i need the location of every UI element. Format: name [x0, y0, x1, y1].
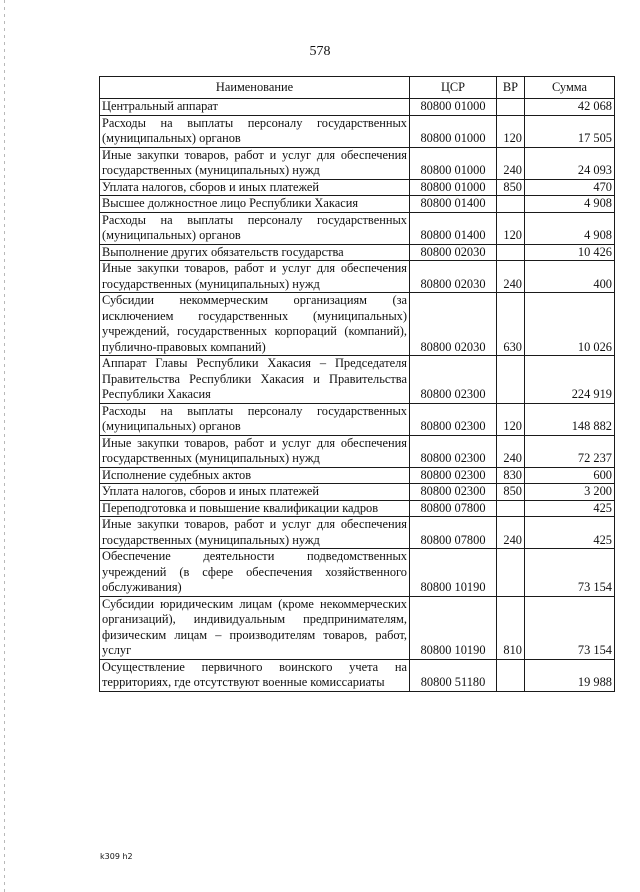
row-vr-cell: 830	[497, 467, 525, 484]
row-name-cell: Иные закупки товаров, работ и услуг для обеспечения государственных (муниципальных) нужд	[100, 517, 410, 549]
row-sum-cell: 10 026	[525, 293, 615, 356]
row-sum-cell: 42 068	[525, 99, 615, 116]
table-row	[100, 484, 615, 501]
table-row	[100, 261, 615, 293]
row-vr-cell: 850	[497, 484, 525, 501]
row-name-cell: Иные закупки товаров, работ и услуг для обеспечения государственных (муниципальных) нужд	[100, 261, 410, 293]
row-csr-cell: 80800 02030	[410, 293, 497, 356]
table-row	[100, 293, 615, 356]
row-vr-cell	[497, 659, 525, 691]
table-row	[100, 435, 615, 467]
row-sum-cell: 17 505	[525, 115, 615, 147]
row-vr-cell	[497, 500, 525, 517]
row-sum-cell: 24 093	[525, 147, 615, 179]
row-csr-cell: 80800 02030	[410, 244, 497, 261]
row-csr-cell: 80800 01400	[410, 212, 497, 244]
row-name-cell: Уплата налогов, сборов и иных платежей	[100, 484, 410, 501]
row-vr-cell	[497, 549, 525, 597]
row-sum-cell: 3 200	[525, 484, 615, 501]
row-name-cell: Иные закупки товаров, работ и услуг для обеспечения государственных (муниципальных) нужд	[100, 147, 410, 179]
table-row	[100, 549, 615, 597]
row-csr-cell: 80800 02030	[410, 261, 497, 293]
row-sum-cell: 425	[525, 517, 615, 549]
row-name-cell: Высшее должностное лицо Республики Хакасия	[100, 196, 410, 213]
row-vr-cell	[497, 356, 525, 404]
table-row	[100, 212, 615, 244]
row-sum-cell: 148 882	[525, 403, 615, 435]
table-row	[100, 403, 615, 435]
row-name-cell: Расходы на выплаты персоналу государственных (муниципальных) органов	[100, 115, 410, 147]
table-row	[100, 244, 615, 261]
row-name-cell: Расходы на выплаты персоналу государственных (муниципальных) органов	[100, 403, 410, 435]
row-vr-cell: 630	[497, 293, 525, 356]
row-name-cell: Субсидии юридическим лицам (кроме некоммерческих организаций), индивидуальным предпринимателям, физическим лицам – производителям товаров, работ, услуг	[100, 596, 410, 659]
table-row	[100, 115, 615, 147]
row-name-cell: Исполнение судебных актов	[100, 467, 410, 484]
row-csr-cell: 80800 01000	[410, 179, 497, 196]
row-name-cell: Выполнение других обязательств государства	[100, 244, 410, 261]
row-csr-cell: 80800 51180	[410, 659, 497, 691]
table-row	[100, 517, 615, 549]
row-name-cell: Обеспечение деятельности подведомственных учреждений (в сфере обеспечения хозяйственного обслуживания)	[100, 549, 410, 597]
row-sum-cell: 10 426	[525, 244, 615, 261]
row-csr-cell: 80800 01000	[410, 147, 497, 179]
table-row	[100, 99, 615, 116]
column-header-sum: Сумма	[525, 77, 615, 99]
row-vr-cell: 850	[497, 179, 525, 196]
row-sum-cell: 600	[525, 467, 615, 484]
table-row	[100, 467, 615, 484]
row-csr-cell: 80800 02300	[410, 403, 497, 435]
row-vr-cell: 120	[497, 403, 525, 435]
row-name-cell: Иные закупки товаров, работ и услуг для обеспечения государственных (муниципальных) нужд	[100, 435, 410, 467]
row-vr-cell	[497, 99, 525, 116]
row-vr-cell: 240	[497, 261, 525, 293]
column-header-name: Наименование	[100, 77, 410, 99]
row-sum-cell: 4 908	[525, 212, 615, 244]
row-vr-cell: 240	[497, 147, 525, 179]
table-row	[100, 179, 615, 196]
row-csr-cell: 80800 02300	[410, 435, 497, 467]
row-vr-cell: 120	[497, 115, 525, 147]
row-name-cell: Расходы на выплаты персоналу государственных (муниципальных) органов	[100, 212, 410, 244]
row-csr-cell: 80800 10190	[410, 549, 497, 597]
table-row	[100, 147, 615, 179]
table-row	[100, 659, 615, 691]
column-header-csr: ЦСР	[410, 77, 497, 99]
row-name-cell: Центральный аппарат	[100, 99, 410, 116]
row-sum-cell: 19 988	[525, 659, 615, 691]
row-vr-cell: 240	[497, 517, 525, 549]
row-csr-cell: 80800 02300	[410, 356, 497, 404]
row-csr-cell: 80800 07800	[410, 500, 497, 517]
page-number: 578	[309, 44, 331, 59]
table-row	[100, 196, 615, 213]
row-csr-cell: 80800 01000	[410, 115, 497, 147]
row-csr-cell: 80800 01400	[410, 196, 497, 213]
row-name-cell: Переподготовка и повышение квалификации кадров	[100, 500, 410, 517]
row-sum-cell: 470	[525, 179, 615, 196]
footer-code: k309 h2	[100, 852, 133, 861]
row-sum-cell: 72 237	[525, 435, 615, 467]
row-sum-cell: 400	[525, 261, 615, 293]
budget-table	[99, 76, 615, 692]
row-vr-cell: 120	[497, 212, 525, 244]
row-sum-cell: 425	[525, 500, 615, 517]
row-sum-cell: 73 154	[525, 596, 615, 659]
scan-edge-mark	[4, 0, 5, 892]
row-vr-cell: 240	[497, 435, 525, 467]
row-csr-cell: 80800 02300	[410, 484, 497, 501]
row-vr-cell	[497, 244, 525, 261]
row-name-cell: Аппарат Главы Республики Хакасия – Председателя Правительства Республики Хакасия и Правительства Республики Хакасия	[100, 356, 410, 404]
table-row	[100, 596, 615, 659]
row-csr-cell: 80800 02300	[410, 467, 497, 484]
row-csr-cell: 80800 01000	[410, 99, 497, 116]
row-sum-cell: 224 919	[525, 356, 615, 404]
row-name-cell: Субсидии некоммерческим организациям (за исключением государственных (муниципальных) учреждений, государственных корпораций (компаний), публично-правовых компаний)	[100, 293, 410, 356]
row-name-cell: Уплата налогов, сборов и иных платежей	[100, 179, 410, 196]
row-csr-cell: 80800 10190	[410, 596, 497, 659]
column-header-vr: ВР	[497, 77, 525, 99]
row-name-cell: Осуществление первичного воинского учета на территориях, где отсутствуют военные комиссариаты	[100, 659, 410, 691]
row-csr-cell: 80800 07800	[410, 517, 497, 549]
row-sum-cell: 73 154	[525, 549, 615, 597]
table-header-row	[100, 77, 615, 99]
row-sum-cell: 4 908	[525, 196, 615, 213]
row-vr-cell	[497, 196, 525, 213]
table-row	[100, 500, 615, 517]
table-row	[100, 356, 615, 404]
row-vr-cell: 810	[497, 596, 525, 659]
